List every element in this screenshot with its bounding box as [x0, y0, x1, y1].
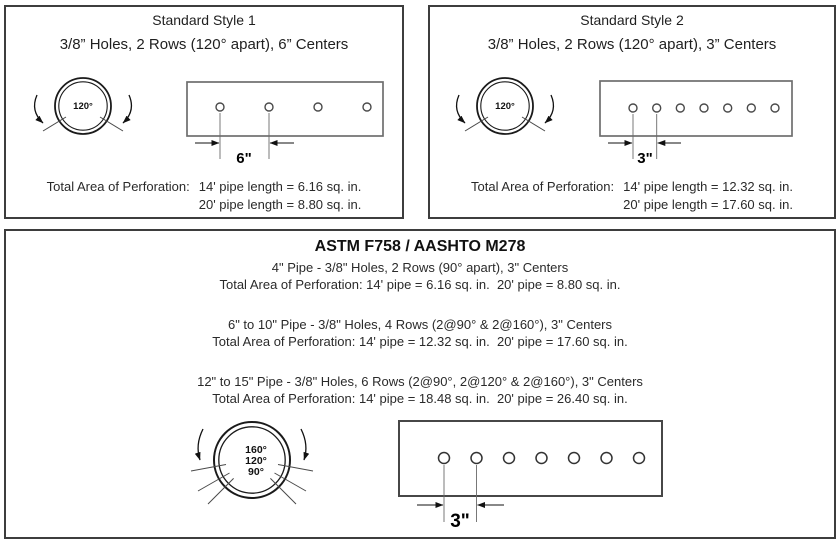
holes-row	[216, 103, 371, 111]
spec-total-12to15: Total Area of Perforation: 14' pipe = 18.48 sq. in. 20' pipe = 26.40 sq. in.	[212, 391, 628, 406]
row-angle-label-120: 120°	[245, 455, 267, 467]
angle-arrow-right-icon	[301, 429, 306, 460]
total-area-14ft: 14' pipe length = 12.32 sq. in.	[623, 179, 793, 194]
total-area-20ft: 20' pipe length = 17.60 sq. in.	[623, 196, 793, 212]
angle-arrow-right-icon	[123, 95, 131, 123]
spec-desc-4in: 4" Pipe - 3/8" Holes, 2 Rows (90° apart), 3" Centers	[271, 260, 569, 275]
standard-style-1-panel	[4, 5, 404, 219]
row-angle-label-90: 90°	[248, 466, 264, 478]
hole-spacing-label: 3"	[637, 150, 653, 167]
perforated-plate-diagram	[595, 76, 815, 168]
hole-spacing-label: 3"	[450, 511, 470, 532]
spec-total-6to10: Total Area of Perforation: 14' pipe = 12.32 sq. in. 20' pipe = 17.60 sq. in.	[212, 334, 628, 349]
standard-style-2-panel	[428, 5, 836, 219]
pipe-cross-section-diagram	[157, 403, 347, 536]
hole-spacing-label: 6"	[236, 150, 252, 167]
row-angle-label: 120°	[495, 101, 515, 112]
row-angle-label: 120°	[73, 101, 93, 112]
holes-row	[439, 453, 645, 464]
total-perforation-area	[430, 178, 834, 213]
total-area-label: Total Area of Perforation:	[471, 179, 615, 194]
total-area-label: Total Area of Perforation:	[46, 179, 190, 194]
astm-panel	[4, 229, 836, 539]
pipe-cross-section-diagram	[23, 62, 143, 154]
pipe-cross-section-diagram	[445, 62, 565, 154]
total-area-values	[199, 178, 362, 213]
panel-subtitle: 3/8” Holes, 2 Rows (120° apart), 6” Centers	[59, 36, 349, 53]
total-area-20ft: 20' pipe length = 8.80 sq. in.	[198, 196, 362, 212]
angle-arrow-right-icon	[545, 95, 553, 123]
row-angle-label-160: 160°	[245, 444, 267, 456]
panel-title: Standard Style 1	[152, 12, 256, 28]
total-area-14ft: 14' pipe length = 6.16 sq. in.	[198, 179, 362, 194]
spec-desc-12to15: 12" to 15" Pipe - 3/8" Holes, 6 Rows (2@90°, 2@120° & 2@160°), 3" Centers	[197, 374, 643, 389]
perforated-plate-diagram	[180, 76, 395, 168]
panel-subtitle: 3/8” Holes, 2 Rows (120° apart), 3” Centers	[487, 36, 777, 53]
total-perforation-area	[6, 178, 402, 213]
angle-arrow-left-icon	[35, 95, 43, 123]
angle-arrow-left-icon	[457, 95, 465, 123]
total-area-values	[623, 178, 793, 213]
holes-row	[629, 104, 779, 112]
panel-title: ASTM F758 / AASHTO M278	[314, 238, 526, 255]
spec-desc-6to10: 6" to 10" Pipe - 3/8" Holes, 4 Rows (2@90° & 2@160°), 3" Centers	[227, 317, 613, 332]
perforated-plate-diagram	[392, 413, 672, 535]
spec-total-4in: Total Area of Perforation: 14' pipe = 6.16 sq. in. 20' pipe = 8.80 sq. in.	[219, 277, 621, 292]
panel-title: Standard Style 2	[580, 12, 684, 28]
angle-arrow-left-icon	[198, 429, 203, 460]
